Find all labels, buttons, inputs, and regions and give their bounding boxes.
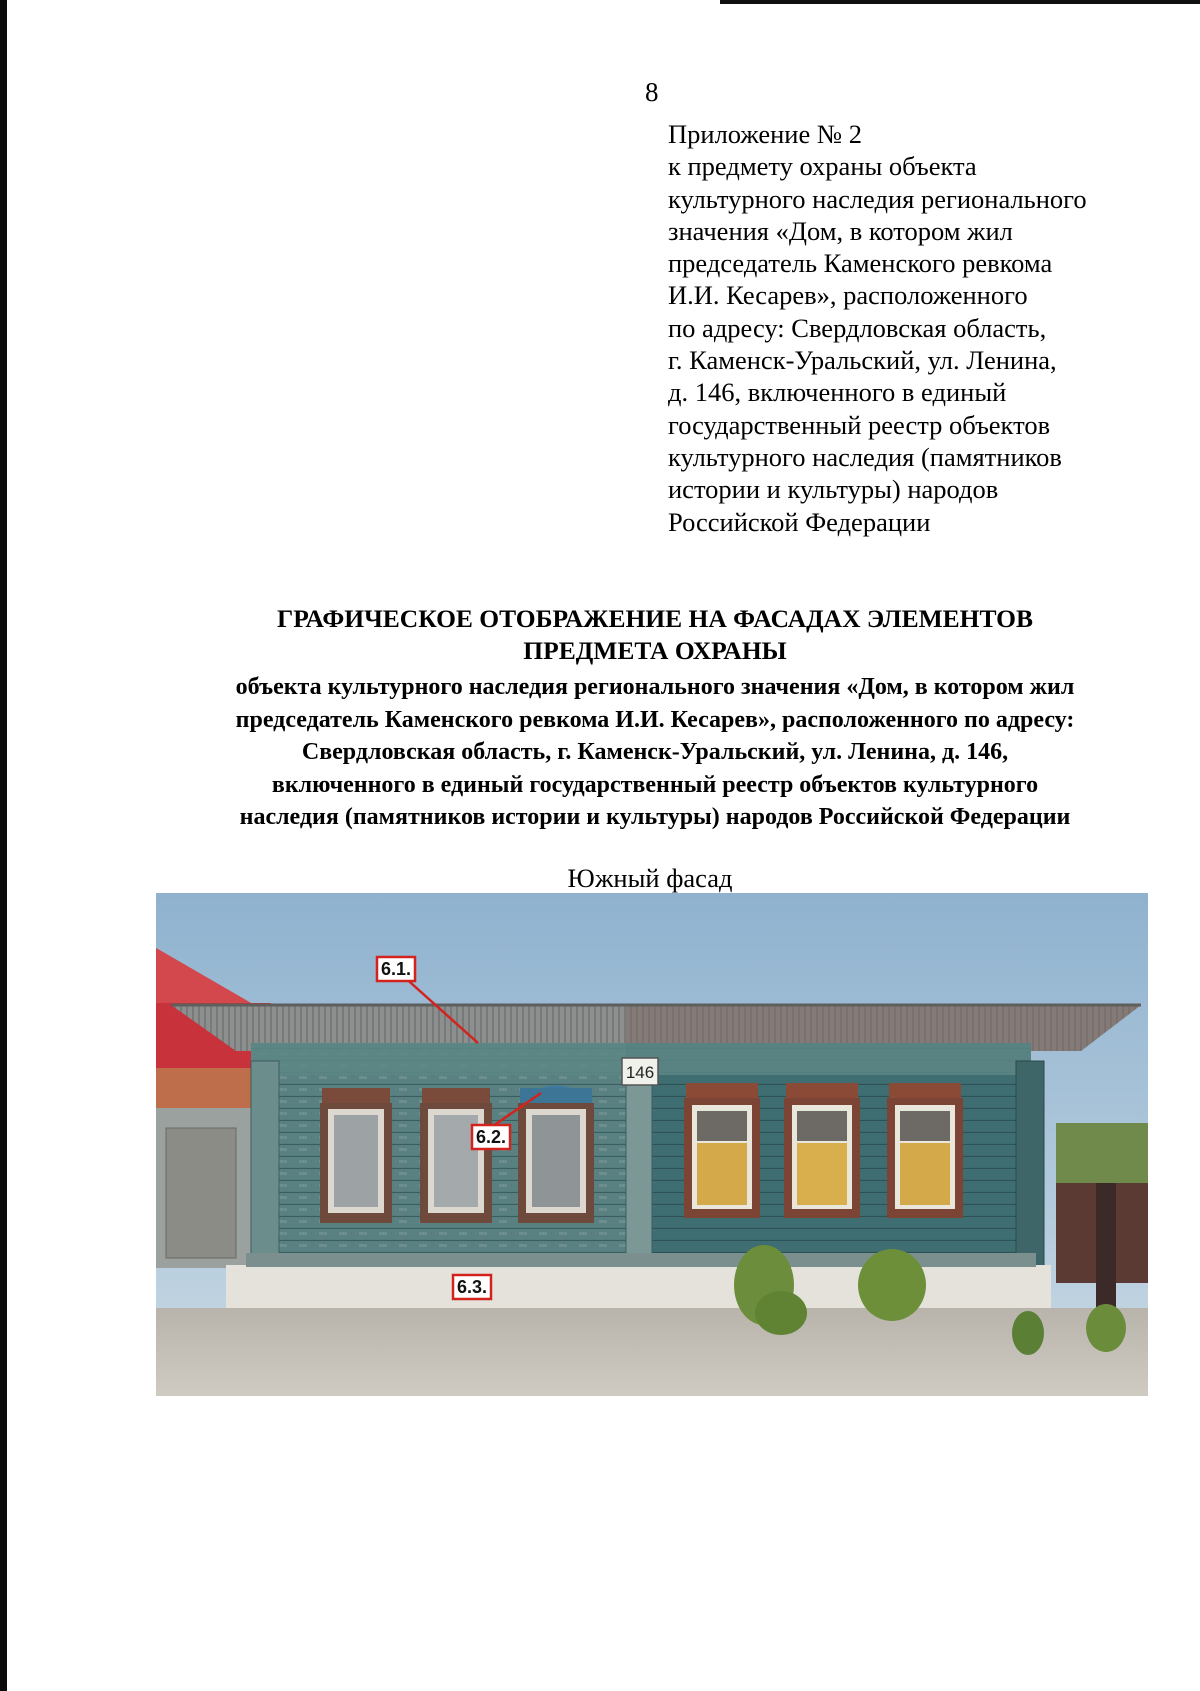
facade-photo-illustration	[156, 893, 1148, 1396]
window-right-2	[784, 1083, 860, 1218]
heading-line-1: ГРАФИЧЕСКОЕ ОТОБРАЖЕНИЕ НА ФАСАДАХ ЭЛЕМЕНТОВ	[277, 604, 1033, 633]
appendix-line: Приложение № 2	[668, 119, 863, 149]
tag-6-2	[472, 1125, 510, 1149]
house-number: 146	[625, 1063, 655, 1082]
window-right-1	[684, 1083, 760, 1218]
tag-6-3	[453, 1275, 491, 1299]
facade-caption: Южный фасад	[567, 863, 733, 893]
subtitle-line: Свердловская область, г. Каменск-Уральский, ул. Ленина, д. 146,	[301, 739, 1009, 766]
appendix-line: председатель Каменского ревкома	[668, 248, 1053, 279]
tag-label: 6.1.	[380, 959, 412, 979]
appendix-line: Российской Федерации	[668, 506, 931, 537]
window-right-3	[887, 1083, 963, 1218]
foundation	[226, 1265, 1051, 1313]
appendix-note	[668, 118, 1168, 538]
document-subtitle	[130, 671, 1180, 834]
appendix-line: И.И. Кесарев», расположенного	[668, 280, 1028, 311]
page-number: 8	[645, 77, 659, 107]
facade-photo	[156, 893, 1148, 1396]
appendix-line: культурного наследия (памятников	[668, 441, 1062, 472]
appendix-line: г. Каменск-Уральский, ул. Ленина,	[668, 345, 1057, 376]
appendix-line: к предмету охраны объекта	[668, 151, 977, 182]
window-left-3	[518, 1086, 594, 1224]
tag-label: 6.3.	[456, 1277, 488, 1297]
subtitle-line: включенного в единый государственный реестр объектов культурного	[271, 771, 1039, 798]
scan-edge-top	[720, 0, 1200, 4]
subtitle-line: объекта культурного наследия регионального значения «Дом, в котором жил	[235, 674, 1075, 700]
appendix-line: государственный реестр объектов	[668, 409, 1051, 440]
appendix-line: истории и культуры) народов	[668, 474, 999, 505]
heading-line-2: ПРЕДМЕТА ОХРАНЫ	[523, 636, 787, 665]
window-left-2	[420, 1088, 492, 1223]
tag-label: 6.2.	[475, 1127, 507, 1147]
appendix-line: д. 146, включенного в единый	[668, 377, 1007, 408]
appendix-line: по адресу: Свердловская область,	[668, 312, 1047, 343]
subtitle-line: наследия (памятников истории и культуры) народов Российской Федерации	[239, 804, 1071, 831]
scan-edge-left	[0, 0, 7, 1691]
subtitle-line: председатель Каменского ревкома И.И. Кесарев», расположенного по адресу:	[235, 706, 1075, 733]
appendix-line: культурного наследия регионального	[668, 183, 1087, 214]
document-heading	[130, 603, 1180, 667]
window-left-1	[320, 1088, 392, 1223]
appendix-line: значения «Дом, в котором жил	[668, 215, 1013, 246]
tag-6-1	[377, 957, 415, 981]
ground	[156, 1308, 1148, 1396]
